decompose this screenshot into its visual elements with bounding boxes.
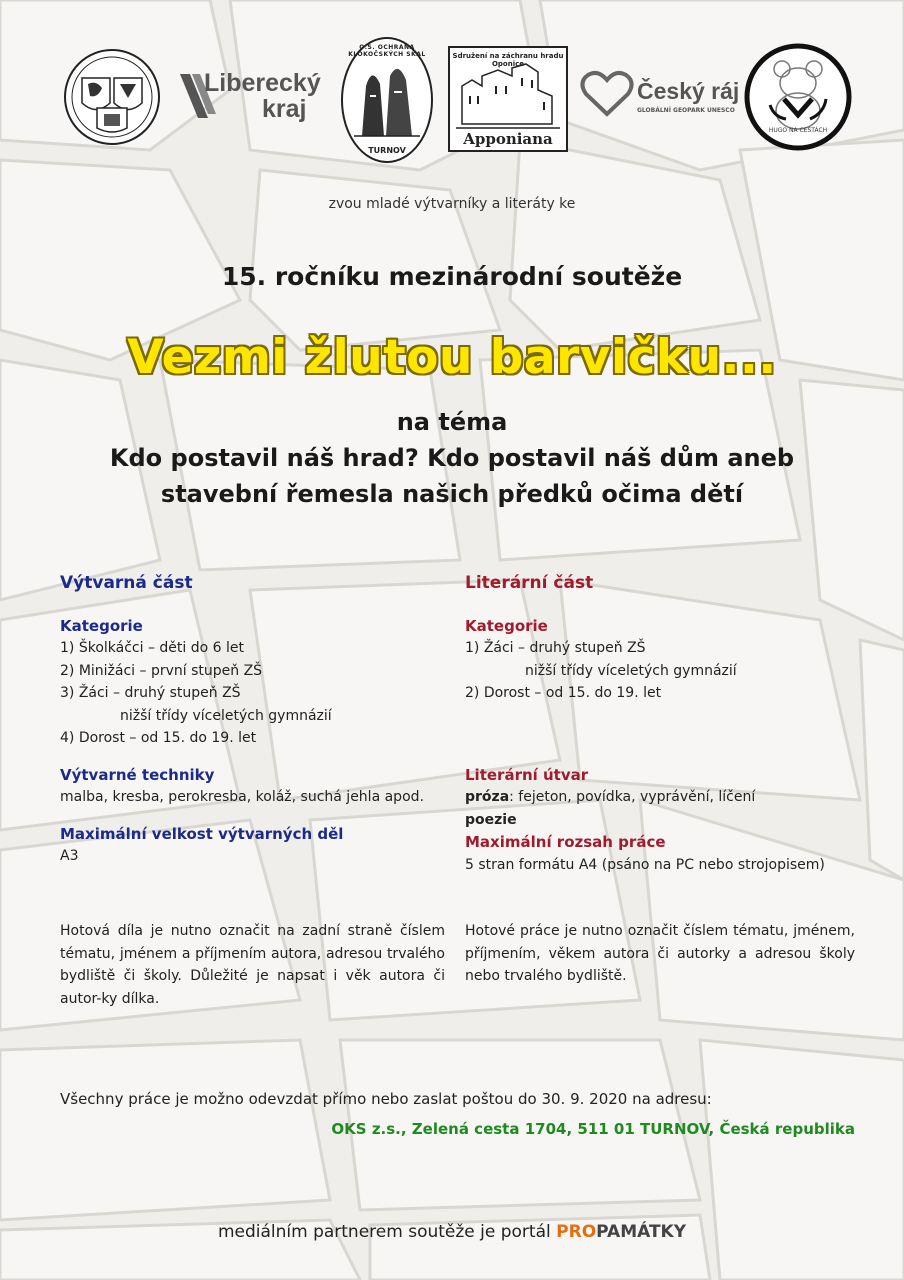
liberecky-kraj-line2: kraj xyxy=(262,95,307,123)
heart-icon xyxy=(580,70,634,118)
propamatky-pro: PRO xyxy=(556,1222,597,1242)
lit-category-item: 2) Dorost – od 15. do 19. let xyxy=(465,685,662,701)
liberecky-kraj-line1: Liberecký xyxy=(204,69,321,97)
art-category-item: nižší třídy víceletých gymnázií xyxy=(120,707,332,724)
media-partner-text: mediálním partnerem soutěže je portál xyxy=(217,1222,551,1242)
oks-logo xyxy=(340,36,434,164)
cesky-raj-logo xyxy=(580,70,740,126)
lit-section xyxy=(465,572,855,876)
theme-label: na téma xyxy=(396,408,508,436)
apponiana-logo xyxy=(448,46,568,152)
art-categories-title: Kategorie xyxy=(60,616,143,635)
propamatky-rest: PAMÁTKY xyxy=(596,1222,687,1242)
oks-logo-bottom-text: TURNOV xyxy=(368,146,406,155)
lit-category-item: nižší třídy víceletých gymnázií xyxy=(525,662,737,679)
lit-prose-label: próza xyxy=(465,789,510,805)
coat-of-arms-icon xyxy=(62,48,162,146)
lit-form-title: Literární útvar xyxy=(465,765,589,784)
art-section-title: Výtvarná část xyxy=(60,573,193,593)
teddy-bear-icon xyxy=(744,43,852,151)
apponiana-logo-top-text: Sdružení na záchranu hradu Oponice xyxy=(452,52,564,68)
art-techniques-title: Výtvarné techniky xyxy=(60,765,215,784)
theme-line-2: stavební řemesla našich předků očima dětí xyxy=(160,480,744,508)
liberecky-kraj-logo xyxy=(178,70,326,122)
propamatky-logo xyxy=(556,1222,686,1242)
theme-line-1: Kdo postavil náš hrad? Kdo postavil náš dům aneb xyxy=(109,444,795,472)
art-note: Hotová díla je nutno označit na zadní straně číslem tématu, jménem a příjmením autora, adresou trvalého bydliště či školy. Důležité je napsat i věk autora či autor-ky dílka. xyxy=(60,923,445,1007)
coat-of-arms-logo xyxy=(62,48,162,150)
competition-title: Vezmi žlutou barvičku... xyxy=(127,330,777,385)
apponiana-logo-name: Apponiana xyxy=(463,130,553,148)
art-size-title: Maximální velkost výtvarných děl xyxy=(60,824,344,843)
hugo-na-cestach-logo xyxy=(744,43,852,151)
media-partner-line xyxy=(0,1222,904,1242)
edition-heading: 15. ročníku mezinárodní soutěže xyxy=(221,262,683,291)
lit-section-title: Literární část xyxy=(465,573,594,593)
oks-logo-top-text: O.S. OCHRANA KLOKOČSKÝCH SKAL xyxy=(348,44,426,58)
art-section xyxy=(60,572,455,868)
lit-size-title: Maximální rozsah práce xyxy=(465,833,666,851)
art-category-item: 1) Školkáčci – děti do 6 let xyxy=(60,640,244,656)
address-text: OKS z.s., Zelená cesta 1704, 511 01 TURNOV, Česká republika xyxy=(331,1120,855,1138)
cesky-raj-name: Český ráj xyxy=(637,78,740,104)
art-category-item: 4) Dorost – od 15. do 19. let xyxy=(60,730,257,746)
lit-prose-line xyxy=(465,786,855,809)
intro-text: zvou mladé výtvarníky a literáty ke xyxy=(328,196,576,212)
lit-category-item: 1) Žáci – druhý stupeň ZŠ xyxy=(465,640,646,656)
delivery-text: Všechny práce je možno odevzdat přímo nebo zaslat poštou do 30. 9. 2020 na adresu: xyxy=(60,1090,712,1108)
art-category-item: 3) Žáci – druhý stupeň ZŠ xyxy=(60,685,241,701)
lit-size: 5 stran formátu A4 (psáno na PC nebo strojopisem) xyxy=(465,856,825,873)
lit-note: Hotové práce je nutno označit číslem tématu, jménem, příjmením, věkem autora či autorky a adresou školy nebo trvalého bydliště. xyxy=(465,923,855,984)
art-size: A3 xyxy=(60,848,79,864)
art-techniques: malba, kresba, perokresba, koláž, suchá jehla apod. xyxy=(60,789,424,805)
art-category-item: 2) Minižáci – první stupeň ZŠ xyxy=(60,662,263,679)
lit-poetry: poezie xyxy=(465,811,517,828)
hugo-logo-label: HUGO NA CESTÁCH xyxy=(768,127,828,134)
lit-categories-title: Kategorie xyxy=(465,616,548,635)
lit-prose-text: : fejeton, povídka, vyprávění, líčení xyxy=(509,789,756,805)
cesky-raj-sub: GLOBÁLNÍ GEOPARK UNESCO xyxy=(637,107,735,114)
